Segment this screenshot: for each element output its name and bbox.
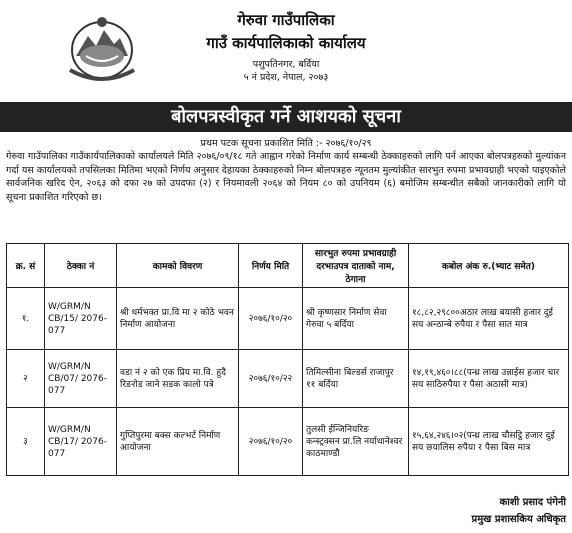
cell-serial: २: [7, 350, 45, 408]
cell-contract: W/GRM/N CB/07/ 2076-077: [45, 350, 117, 408]
cell-amount: १५,६४,२४६।०२(पन्ध्र लाख चौसट्ठि हजार दुई सय छयालिस रुपैया र पैसा बिस मात्र: [409, 408, 569, 476]
cell-bidder: तुलसी ईन्जिनियरिङ कन्स्ट्रक्सन प्रा.लि नर्याथानेश्वर काठमाण्डौ: [303, 408, 409, 476]
cell-amount: १८,८२,२९८००अठार लाख बयासी हजार दुई सय अन्ठान्बे रुपैया र पैसा सात मात्र: [409, 288, 569, 350]
notice-title-banner: बोलपत्रस्वीकृत गर्ने आशयको सूचना: [0, 102, 572, 132]
cell-work: वडा नं २ को एक प्रिय मा.वि. हुदै रिङरोड जाने सडक कालो पत्रे: [117, 350, 239, 408]
province-line: ५ नं प्रदेश, नेपाल, २०७३: [243, 72, 329, 83]
header-bidder: सारभुत रुपमा प्रभावग्राही दरभाउपत्र दाताको नाम, ठेगाना: [303, 244, 409, 288]
cell-date: २०७६/१०/२०: [239, 408, 303, 476]
cell-date: २०७६/१०/२२: [239, 350, 303, 408]
table-header-row: [7, 244, 569, 288]
office-name: गाउँ कार्यपालिकाको कार्यालय: [206, 34, 366, 52]
table-row: [7, 288, 569, 350]
cell-contract: W/GRM/N CB/15/ 2076-077: [45, 288, 117, 350]
office-address: पशुपतिनगर, बर्दिया: [252, 59, 320, 70]
cell-amount: १४,१९,४६०।८८(पन्ध्र लाख उन्नाईस हजार चार सय साठिरुपैया र पैसा अठासी मात्र): [409, 350, 569, 408]
cell-contract: W/GRM/N CB/17/ 2076-077: [45, 408, 117, 476]
signatory-title: प्रमुख प्रशासकिय अधिकृत: [471, 514, 566, 525]
table-row: [7, 408, 569, 476]
cell-date: २०७६/१०/२०: [239, 288, 303, 350]
cell-bidder: श्री कृष्णसार निर्माण सेवा गेरुवा ५ बर्दिया: [303, 288, 409, 350]
publication-date: प्रथम पटक सूचना प्रकाशित मिति :- २०७६/१०/२९: [200, 138, 372, 149]
cell-serial: १.: [7, 288, 45, 350]
cell-work: श्री धर्मभक्त प्रा.वि मा २ कोठे भवन निर्माण आयोजना: [117, 288, 239, 350]
header-work: कामको विवरण: [117, 244, 239, 288]
header-amount: कबोल अंक रु.(भ्याट समेत): [409, 244, 569, 288]
cell-bidder: तिमिल्सीना बिल्डर्स राजापुर ११ बर्दिया: [303, 350, 409, 408]
table-row: [7, 350, 569, 408]
notice-body-paragraph: गेरुवा गाउँपालिका गाउँकार्यपालिकाको कार्यालयले मिति २०७६/०९/१८ गते आह्वान गरेको निर्माण कार्य सम्बन्धी ठेक्काहरुको लागि पर्न आएका बोलपत्रहरुको मुल्यांकन गर्दा यस कार्यालयको तपसिलका मितिमा भएको निर्णय अनुसार देहायका ठेक्काहरुको निम्न बोलपत्रहरु न्यूनतम मुल्यांकीत सारभुत रुपमा प्रभावग्राही भएको पाइएकोले सार्वजनिक खरिद ऐन, २०६३ को दफा २७ को उपदफा (२) र नियमावली २०६४ को नियम ८० को उपनियम (६) बमोजिम सम्बन्धीत सबैको जानकारीको लागि यो सूचना प्रकाशित गरिएको छ।: [6, 151, 566, 203]
cell-work: गुप्तिपुरमा बक्स कल्भर्ट निर्माण आयोजना: [117, 408, 239, 476]
bid-acceptance-table: [6, 243, 569, 476]
signatory-name: काशी प्रसाद पंगेनी: [499, 497, 566, 508]
cell-serial: ३: [7, 408, 45, 476]
header-contract: ठेक्का नं: [45, 244, 117, 288]
header-serial: क्र. सं: [7, 244, 45, 288]
municipality-name: गेरुवा गाउँपालिका: [237, 11, 335, 29]
header-date: निर्णय मिति: [239, 244, 303, 288]
